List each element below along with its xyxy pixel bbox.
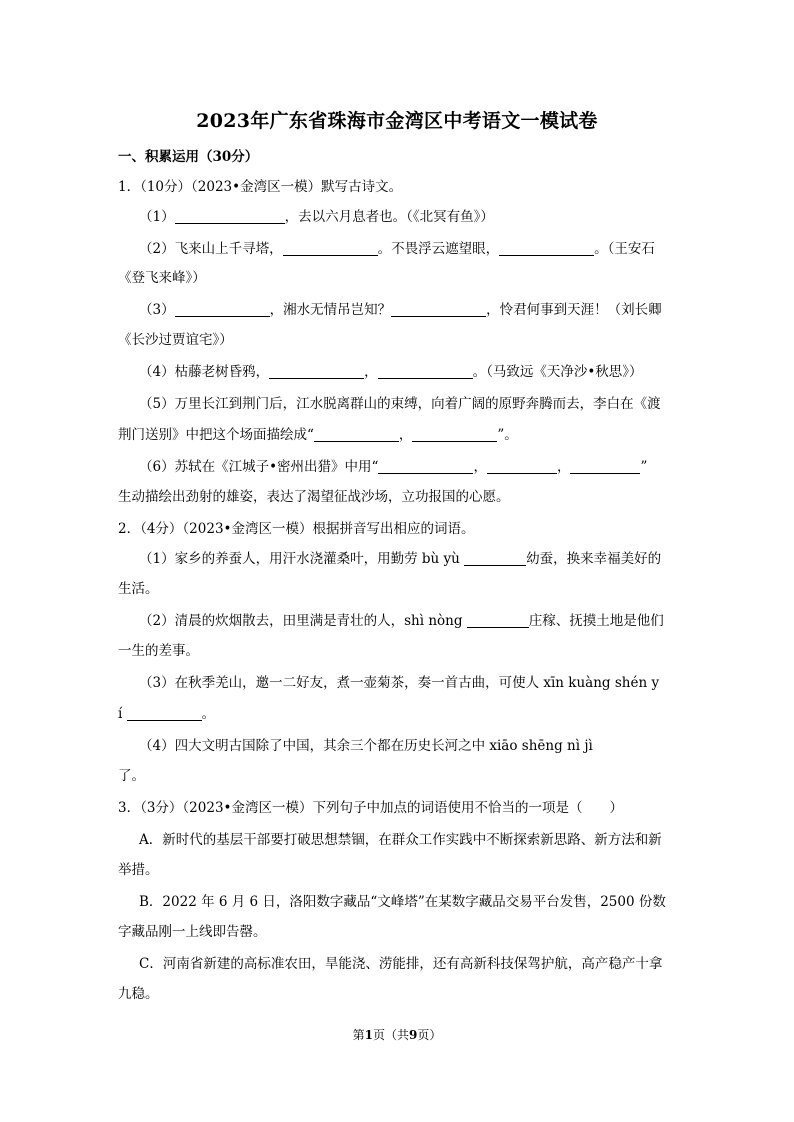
q1-item-5-text-d: ”。	[497, 427, 518, 443]
q1-item-3-number: （3）	[139, 302, 175, 318]
footer-text: 页（共	[372, 1028, 409, 1042]
q1-item-3-cont: 《长沙过贾谊宅》）	[118, 332, 233, 348]
answer-blank[interactable]	[378, 459, 473, 474]
q2-item-3: （3）在秋季羌山，邀一二好友，煮一壶菊茶，奏一首古曲，可使人 xīn kuàng shén y	[139, 675, 660, 691]
q1-item-1-number: （1）	[139, 209, 175, 225]
q1-item-5-text-b: 荆门送别》中把这个场面描绘成“	[118, 427, 314, 443]
answer-blank[interactable]	[175, 302, 270, 317]
answer-blank[interactable]	[467, 613, 529, 628]
q3-option-a-cont: 举措。	[118, 862, 159, 878]
q2-item-1-cont: 生活。	[118, 581, 159, 597]
page-number: 1	[364, 1028, 373, 1042]
answer-blank[interactable]	[175, 209, 285, 224]
q2-item-3-text-b: í	[118, 706, 127, 722]
q3-option-c-cont: 九稳。	[118, 986, 159, 1002]
question-2-head: 2．（4分）（2023•金湾区一模）根据拼音写出相应的词语。	[118, 521, 475, 537]
q1-item-1	[139, 207, 494, 227]
footer-text: 第	[352, 1028, 365, 1042]
q2-item-2-text-b: 庄稼、抚摸土地是他们	[528, 613, 664, 629]
q2-item-2-cont: 一生的差事。	[118, 643, 199, 659]
answer-blank[interactable]	[269, 364, 364, 379]
footer-text: 页）	[417, 1028, 442, 1042]
q1-item-4	[139, 362, 643, 382]
q1-item-1-text: ，去以六月息者也。（《北冥有鱼》）	[284, 209, 494, 225]
q2-item-1-text-b: 幼蚕，换来幸福美好的	[526, 551, 662, 567]
q1-item-6-text-c: ，	[556, 459, 571, 475]
q1-item-5-text-c: ，	[398, 427, 413, 443]
q1-item-2	[139, 239, 655, 259]
page-title: 2023年广东省珠海市金湾区中考语文一模试卷	[196, 110, 598, 132]
q1-item-5: （5）万里长江到荆门后，江水脱离群山的束缚，向着广阔的原野奔腾而去，李白在《渡	[139, 396, 661, 412]
q2-item-1-text-a: （1）家乡的养蚕人，用汗水浇灌桑叶，用勤劳 bù yù	[139, 551, 465, 567]
q3-option-b: B．2022 年 6 月 6 日，洛阳数字藏品“文峰塔”在某数字藏品交易平台发售，2500 份数	[139, 894, 666, 910]
answer-blank[interactable]	[391, 302, 486, 317]
answer-blank[interactable]	[412, 427, 497, 442]
question-3-head: 3．（3分）（2023•金湾区一模）下列句子中加点的词语使用不恰当的一项是（ ）	[118, 800, 623, 816]
q1-item-2-text-a: （2）飞来山上千寻塔，	[139, 241, 283, 257]
q1-item-6	[139, 457, 647, 477]
q1-item-4-text-c: 。（马致远《天净沙•秋思》）	[472, 364, 643, 380]
q1-item-4-text-b: ，	[364, 364, 378, 380]
section-heading: 一、积累运用（30分）	[118, 149, 259, 165]
answer-blank[interactable]	[283, 241, 378, 256]
q3-option-c: C．河南省新建的高标准农田，旱能浇、涝能排，还有高新科技保驾护航，高产稳产十拿	[139, 956, 663, 972]
q1-item-3	[139, 300, 662, 320]
q1-item-6-text-b: ，	[473, 459, 487, 475]
q2-item-2	[139, 611, 664, 631]
q2-item-4: （4）四大文明古国除了中国，其余三个都在历史长河之中 xiāo shēng nì jì	[139, 738, 593, 754]
answer-blank[interactable]	[127, 706, 202, 721]
q1-item-4-text-a: （4）枯藤老树昏鸦，	[139, 364, 270, 380]
q1-item-5-cont	[118, 425, 518, 445]
answer-blank[interactable]	[314, 427, 399, 442]
q2-item-1	[139, 549, 661, 569]
q1-item-3-text-b: ，怜君何事到天涯！（刘长卿	[486, 302, 662, 318]
q1-item-2-cont: 《登飞来峰》）	[118, 270, 206, 286]
q1-item-2-text-b: 。不畏浮云遮望眼，	[377, 241, 500, 257]
question-1-head: 1．（10分）（2023•金湾区一模）默写古诗文。	[118, 179, 403, 195]
answer-blank[interactable]	[570, 459, 640, 474]
q1-item-6-text-a: （6）苏轼在《江城子•密州出猎》中用“	[139, 459, 379, 475]
answer-blank[interactable]	[487, 459, 557, 474]
total-pages: 9	[409, 1028, 418, 1042]
q1-item-2-text-c: 。（王安石	[594, 241, 655, 257]
q3-option-b-cont: 字藏品刚一上线即告罄。	[118, 924, 267, 940]
answer-blank[interactable]	[378, 364, 473, 379]
q3-option-a: A．新时代的基层干部要打破思想禁锢，在群众工作实践中不断探索新思路、新方法和新	[139, 832, 662, 848]
q1-item-6-cont: 生动描绘出劲射的雄姿，表达了渴望征战沙场，立功报国的心愿。	[118, 489, 510, 505]
answer-blank[interactable]	[464, 551, 526, 566]
q2-item-3-text-c: 。	[201, 706, 216, 722]
q1-item-3-text-a: ，湘水无情吊岂知？	[269, 302, 392, 318]
q2-item-4-cont: 了。	[118, 768, 145, 784]
q2-item-2-text-a: （2）清晨的炊烟散去，田里满是青壮的人，shì nòng	[139, 613, 467, 629]
q2-item-3-cont	[118, 704, 215, 724]
q1-item-6-text-d: ”	[640, 459, 648, 475]
page-footer	[0, 1026, 794, 1043]
answer-blank[interactable]	[499, 241, 594, 256]
